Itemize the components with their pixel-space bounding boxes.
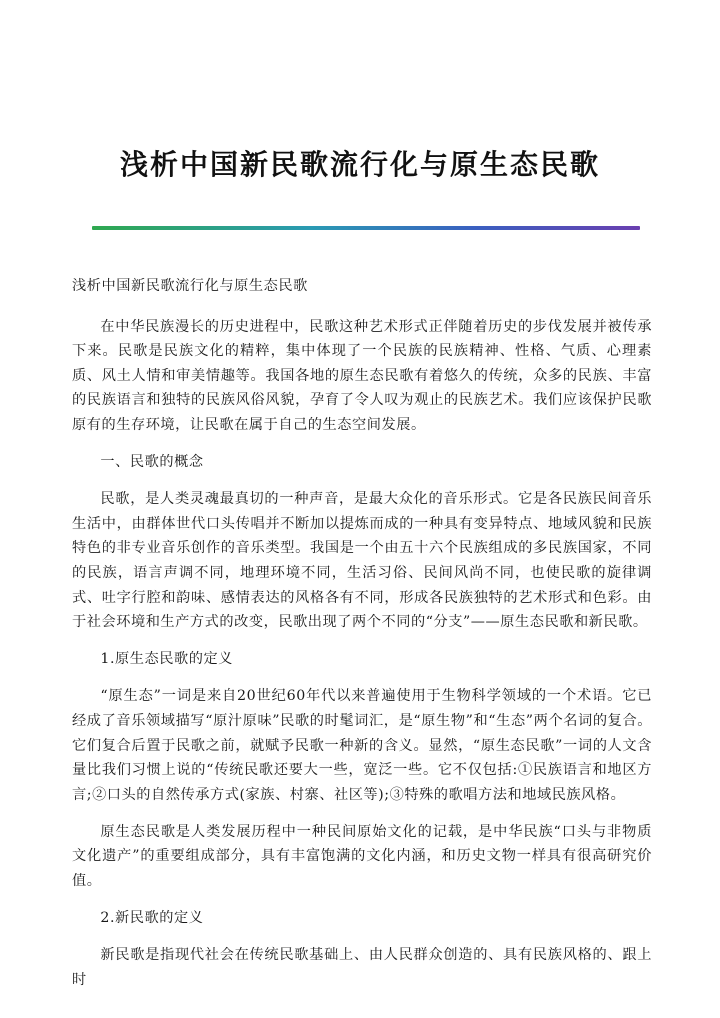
new-folk-song-paragraph: 新民歌是指现代社会在传统民歌基础上、由人民群众创造的、具有民族风格的、跟上时 — [72, 947, 652, 988]
document-title: 浅析中国新民歌流行化与原生态民歌 — [119, 148, 600, 181]
document-body — [72, 274, 652, 1005]
intro-paragraph: 在中华民族漫长的历史进程中，民歌这种艺术形式正伴随着历史的步伐发展并被传承下来。民歌是民族文化的精粹，集中体现了一个民族的民族精神、性格、气质、心理素质、风土人情和审美情趣等。我国各地的原生态民歌有着悠久的传统，众多的民族、丰富的民族语言和独特的民族风俗风貌，孕育了令人叹为观止的民族艺术。我们应该保护民歌原有的生存环境，让民歌在属于自己的生态空间发展。 — [72, 318, 652, 433]
title-divider — [92, 226, 640, 230]
section-heading-concept: 一、民歌的概念 — [100, 454, 204, 471]
original-folk-song-paragraph-2: 原生态民歌是人类发展历程中一种民间原始文化的记载，是中华民族“口头与非物质文化遗产”的重要组成部分，具有丰富饱满的文化内涵，和历史文物一样具有很高研究价值。 — [72, 823, 652, 889]
subheading-new-folk-song: 2.新民歌的定义 — [100, 910, 204, 927]
original-folk-song-paragraph: “原生态”一词是来自20世纪60年代以来普遍使用于生物科学领域的一个术语。它已经成了音乐领域描写“原汁原味”民歌的时髦词汇，是“原生物”和“生态”两个名词的复合。它们复合后置于民歌之前，就赋予民歌一种新的含义。显然，“原生态民歌”一词的人文含量比我们习惯上说的“传统民歌还要大一些，宽泛一些。它不仅包括:①民族语言和地区方言;②口头的自然传承方式(家族、村寨、社区等);③特殊的歌唱方法和地域民族风格。 — [72, 688, 652, 803]
article-subtitle: 浅析中国新民歌流行化与原生态民歌 — [72, 278, 308, 294]
concept-paragraph: 民歌，是人类灵魂最真切的一种声音，是最大众化的音乐形式。它是各民族民间音乐生活中，由群体世代口头传唱并不断加以提炼而成的一种具有变异特点、地域风貌和民族特色的非专业音乐创作的音乐类型。我国是一个由五十六个民族组成的多民族国家，不同的民族，语言声调不同，地理环境不同，生活习俗、民间风尚不同，也使民歌的旋律调式、吐字行腔和韵味、感情表达的风格各有不同，形成各民族独特的艺术形式和色彩。由于社会环境和生产方式的改变，民歌出现了两个不同的“分支”——原生态民歌和新民歌。 — [72, 491, 652, 631]
subheading-original-folk-song: 1.原生态民歌的定义 — [100, 651, 233, 668]
